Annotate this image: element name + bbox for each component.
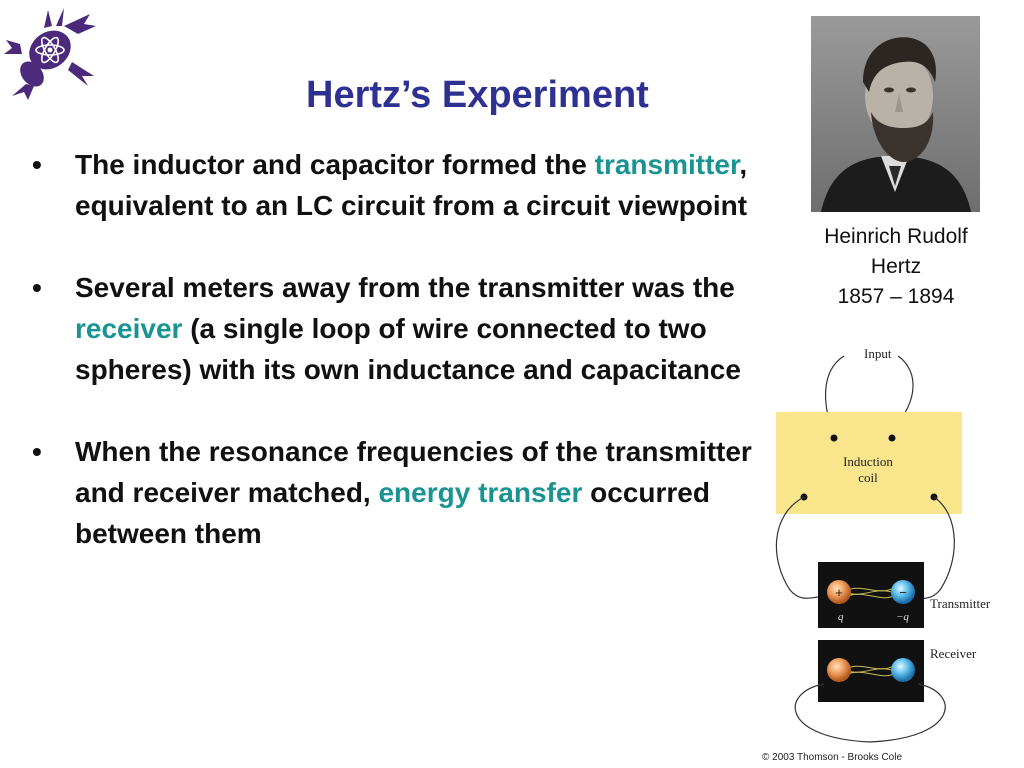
- bullet-icon: •: [32, 149, 42, 180]
- highlight-term: energy transfer: [378, 477, 583, 508]
- receiver-sphere-left: [827, 658, 851, 682]
- bullet-list: [28, 144, 788, 595]
- bullet-item: [28, 431, 788, 554]
- caption-dates: 1857 – 1894: [837, 285, 955, 308]
- highlight-term: receiver: [75, 313, 183, 344]
- portrait-caption: [790, 222, 1002, 312]
- hertz-portrait: [811, 16, 980, 212]
- coil-label-line2: coil: [858, 470, 878, 485]
- slide-title: Hertz’s Experiment: [306, 74, 649, 116]
- terminal-dot: [889, 435, 896, 442]
- bullet-icon: •: [32, 436, 42, 467]
- receiver-label: Receiver: [930, 646, 977, 661]
- plus-sign: +: [835, 585, 843, 600]
- copyright-text: © 2003 Thomson - Brooks Cole: [762, 752, 903, 763]
- horned-frog-logo-icon: [2, 4, 98, 100]
- charge-q-label: q: [838, 611, 844, 623]
- bullet-item: [28, 144, 788, 226]
- bullet-text: Several meters away from the transmitter was the: [75, 272, 735, 303]
- caption-name-line2: Hertz: [870, 255, 922, 278]
- minus-sign: −: [899, 585, 907, 600]
- bullet-item: [28, 267, 788, 390]
- charge-neg-q-label: −q: [896, 611, 909, 623]
- bullet-text: (a single loop of wire connected to two spheres) with its own inductance and capacitance: [75, 313, 741, 385]
- caption-name-line1: Heinrich Rudolf: [824, 225, 968, 248]
- bullet-text: , equivalent to an LC circuit from a circuit viewpoint: [75, 149, 748, 221]
- hertz-apparatus-diagram: [770, 340, 1020, 748]
- bullet-text: When the resonance frequencies of the transmitter and receiver matched,: [75, 436, 752, 508]
- input-label: Input: [864, 346, 892, 361]
- bullet-text: occurred between them: [75, 477, 710, 549]
- coil-label-line1: Induction: [843, 454, 893, 469]
- transmitter-label: Transmitter: [930, 596, 991, 611]
- receiver-sphere-right: [891, 658, 915, 682]
- bullet-text: The inductor and capacitor formed the: [75, 149, 595, 180]
- bullet-icon: •: [32, 272, 42, 303]
- terminal-dot: [831, 435, 838, 442]
- highlight-term: transmitter: [594, 149, 740, 180]
